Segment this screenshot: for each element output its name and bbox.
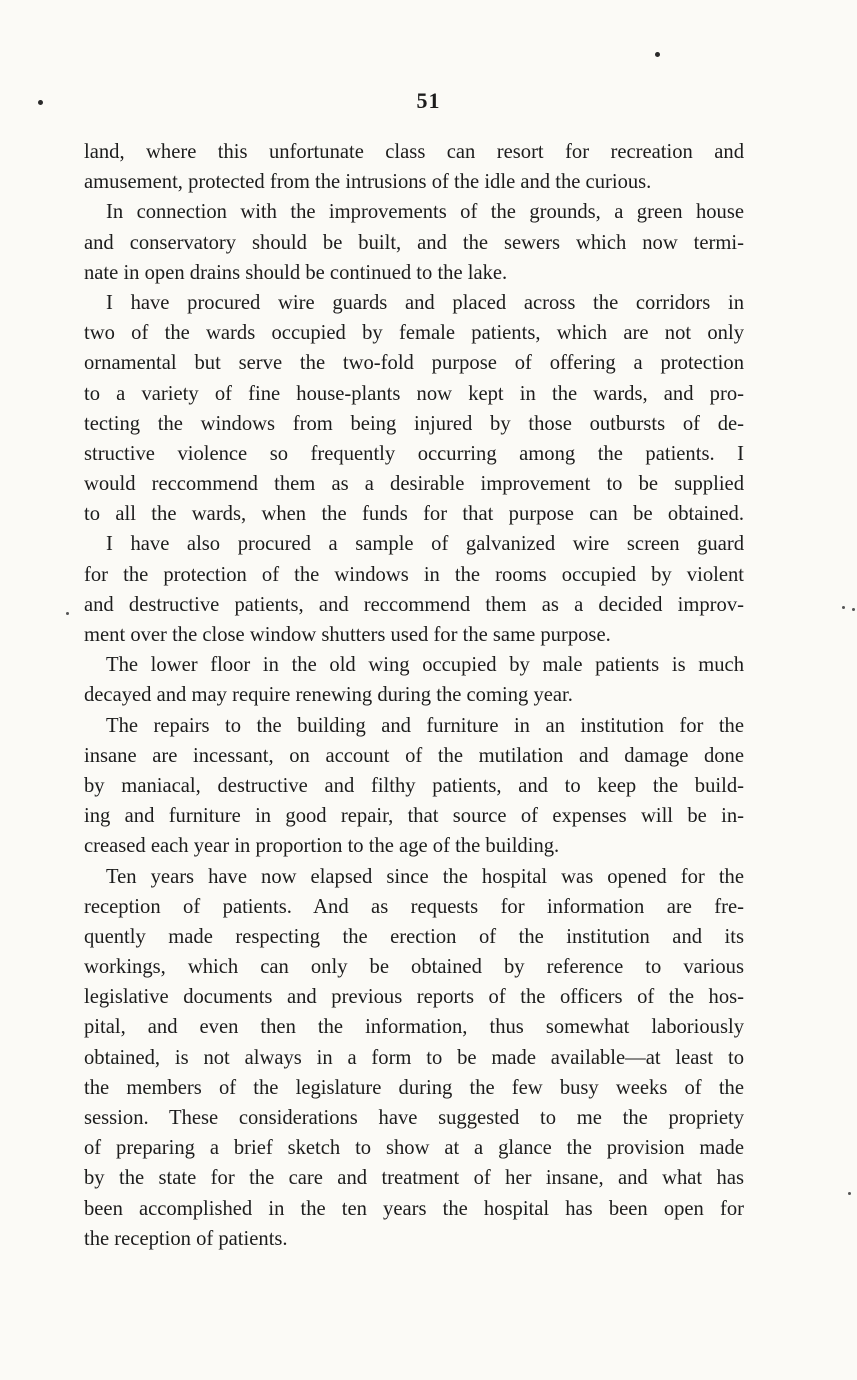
text-line: and destructive patients, and reccommend them as a decided improv- xyxy=(84,593,744,616)
text-line: land, where this unfortunate class can resort for recreation and xyxy=(84,141,744,163)
text-line: creased each year in proportion to the age of the building. xyxy=(84,835,560,858)
text-line: The repairs to the building and furniture in an institution for the xyxy=(106,714,744,737)
page-number: 51 xyxy=(416,88,441,113)
paragraph-7 xyxy=(84,862,744,1254)
body-text xyxy=(84,137,744,1254)
text-line: amusement, protected from the intrusions of the idle and the curious. xyxy=(84,171,652,194)
text-line: tecting the windows from being injured by those outbursts of de- xyxy=(84,412,744,435)
paragraph-5 xyxy=(84,650,744,710)
text-line: ing and furniture in good repair, that source of expenses will be in- xyxy=(84,805,744,828)
text-line: the members of the legislature during the few busy weeks of the xyxy=(84,1076,744,1099)
print-speck xyxy=(66,612,69,615)
paragraph-4 xyxy=(84,529,744,650)
text-line: legislative documents and previous reports of the officers of the hos- xyxy=(84,986,744,1009)
text-line: Ten years have now elapsed since the hospital was opened for the xyxy=(106,865,744,888)
text-line: The lower floor in the old wing occupied by male patients is much xyxy=(106,654,744,677)
paragraph-6 xyxy=(84,711,744,862)
text-line: by the state for the care and treatment of her insane, and what has xyxy=(84,1167,744,1190)
text-line: reception of patients. And as requests for information are fre- xyxy=(84,895,744,918)
text-line: been accomplished in the ten years the hospital has been open for xyxy=(84,1197,744,1220)
text-line: session. These considerations have suggested to me the propriety xyxy=(84,1107,744,1129)
print-speck xyxy=(655,52,660,57)
print-speck xyxy=(848,1192,851,1195)
paragraph-1 xyxy=(84,137,744,197)
text-line: I have procured wire guards and placed across the corridors in xyxy=(106,291,744,314)
text-line: ment over the close window shutters used for the same purpose. xyxy=(84,624,611,646)
text-line: In connection with the improvements of the grounds, a green house xyxy=(106,201,744,224)
print-speck xyxy=(842,606,845,609)
text-line: I have also procured a sample of galvanized wire screen guard xyxy=(106,533,744,556)
text-line: obtained, is not always in a form to be made available—at least to xyxy=(84,1046,744,1069)
text-line: and conservatory should be built, and the sewers which now termi- xyxy=(84,231,744,254)
text-line: ornamental but serve the two-fold purpose of offering a protection xyxy=(84,352,744,375)
text-line: insane are incessant, on account of the mutilation and damage done xyxy=(84,744,744,767)
text-line: workings, which can only be obtained by reference to various xyxy=(84,956,744,979)
text-line: nate in open drains should be continued to the lake. xyxy=(84,261,508,284)
text-line: by maniacal, destructive and filthy patients, and to keep the build- xyxy=(84,774,744,797)
text-line: decayed and may require renewing during the coming year. xyxy=(84,684,573,707)
text-line: pital, and even then the information, thus somewhat laboriously xyxy=(84,1016,744,1039)
text-line: would reccommend them as a desirable improvement to be supplied xyxy=(84,473,744,496)
print-speck xyxy=(852,608,855,611)
text-line: to a variety of fine house-plants now kept in the wards, and pro- xyxy=(84,382,744,405)
paragraph-3 xyxy=(84,288,744,530)
text-line: two of the wards occupied by female patients, which are not only xyxy=(84,322,744,345)
text-line: of preparing a brief sketch to show at a glance the provision made xyxy=(84,1137,744,1160)
text-line: quently made respecting the erection of the institution and its xyxy=(84,925,744,948)
text-line: to all the wards, when the funds for that purpose can be obtained. xyxy=(84,503,744,526)
text-line: for the protection of the windows in the rooms occupied by violent xyxy=(84,563,744,586)
text-line: structive violence so frequently occurring among the patients. I xyxy=(84,442,744,465)
text-line: the reception of patients. xyxy=(84,1227,288,1250)
paragraph-2 xyxy=(84,197,744,288)
